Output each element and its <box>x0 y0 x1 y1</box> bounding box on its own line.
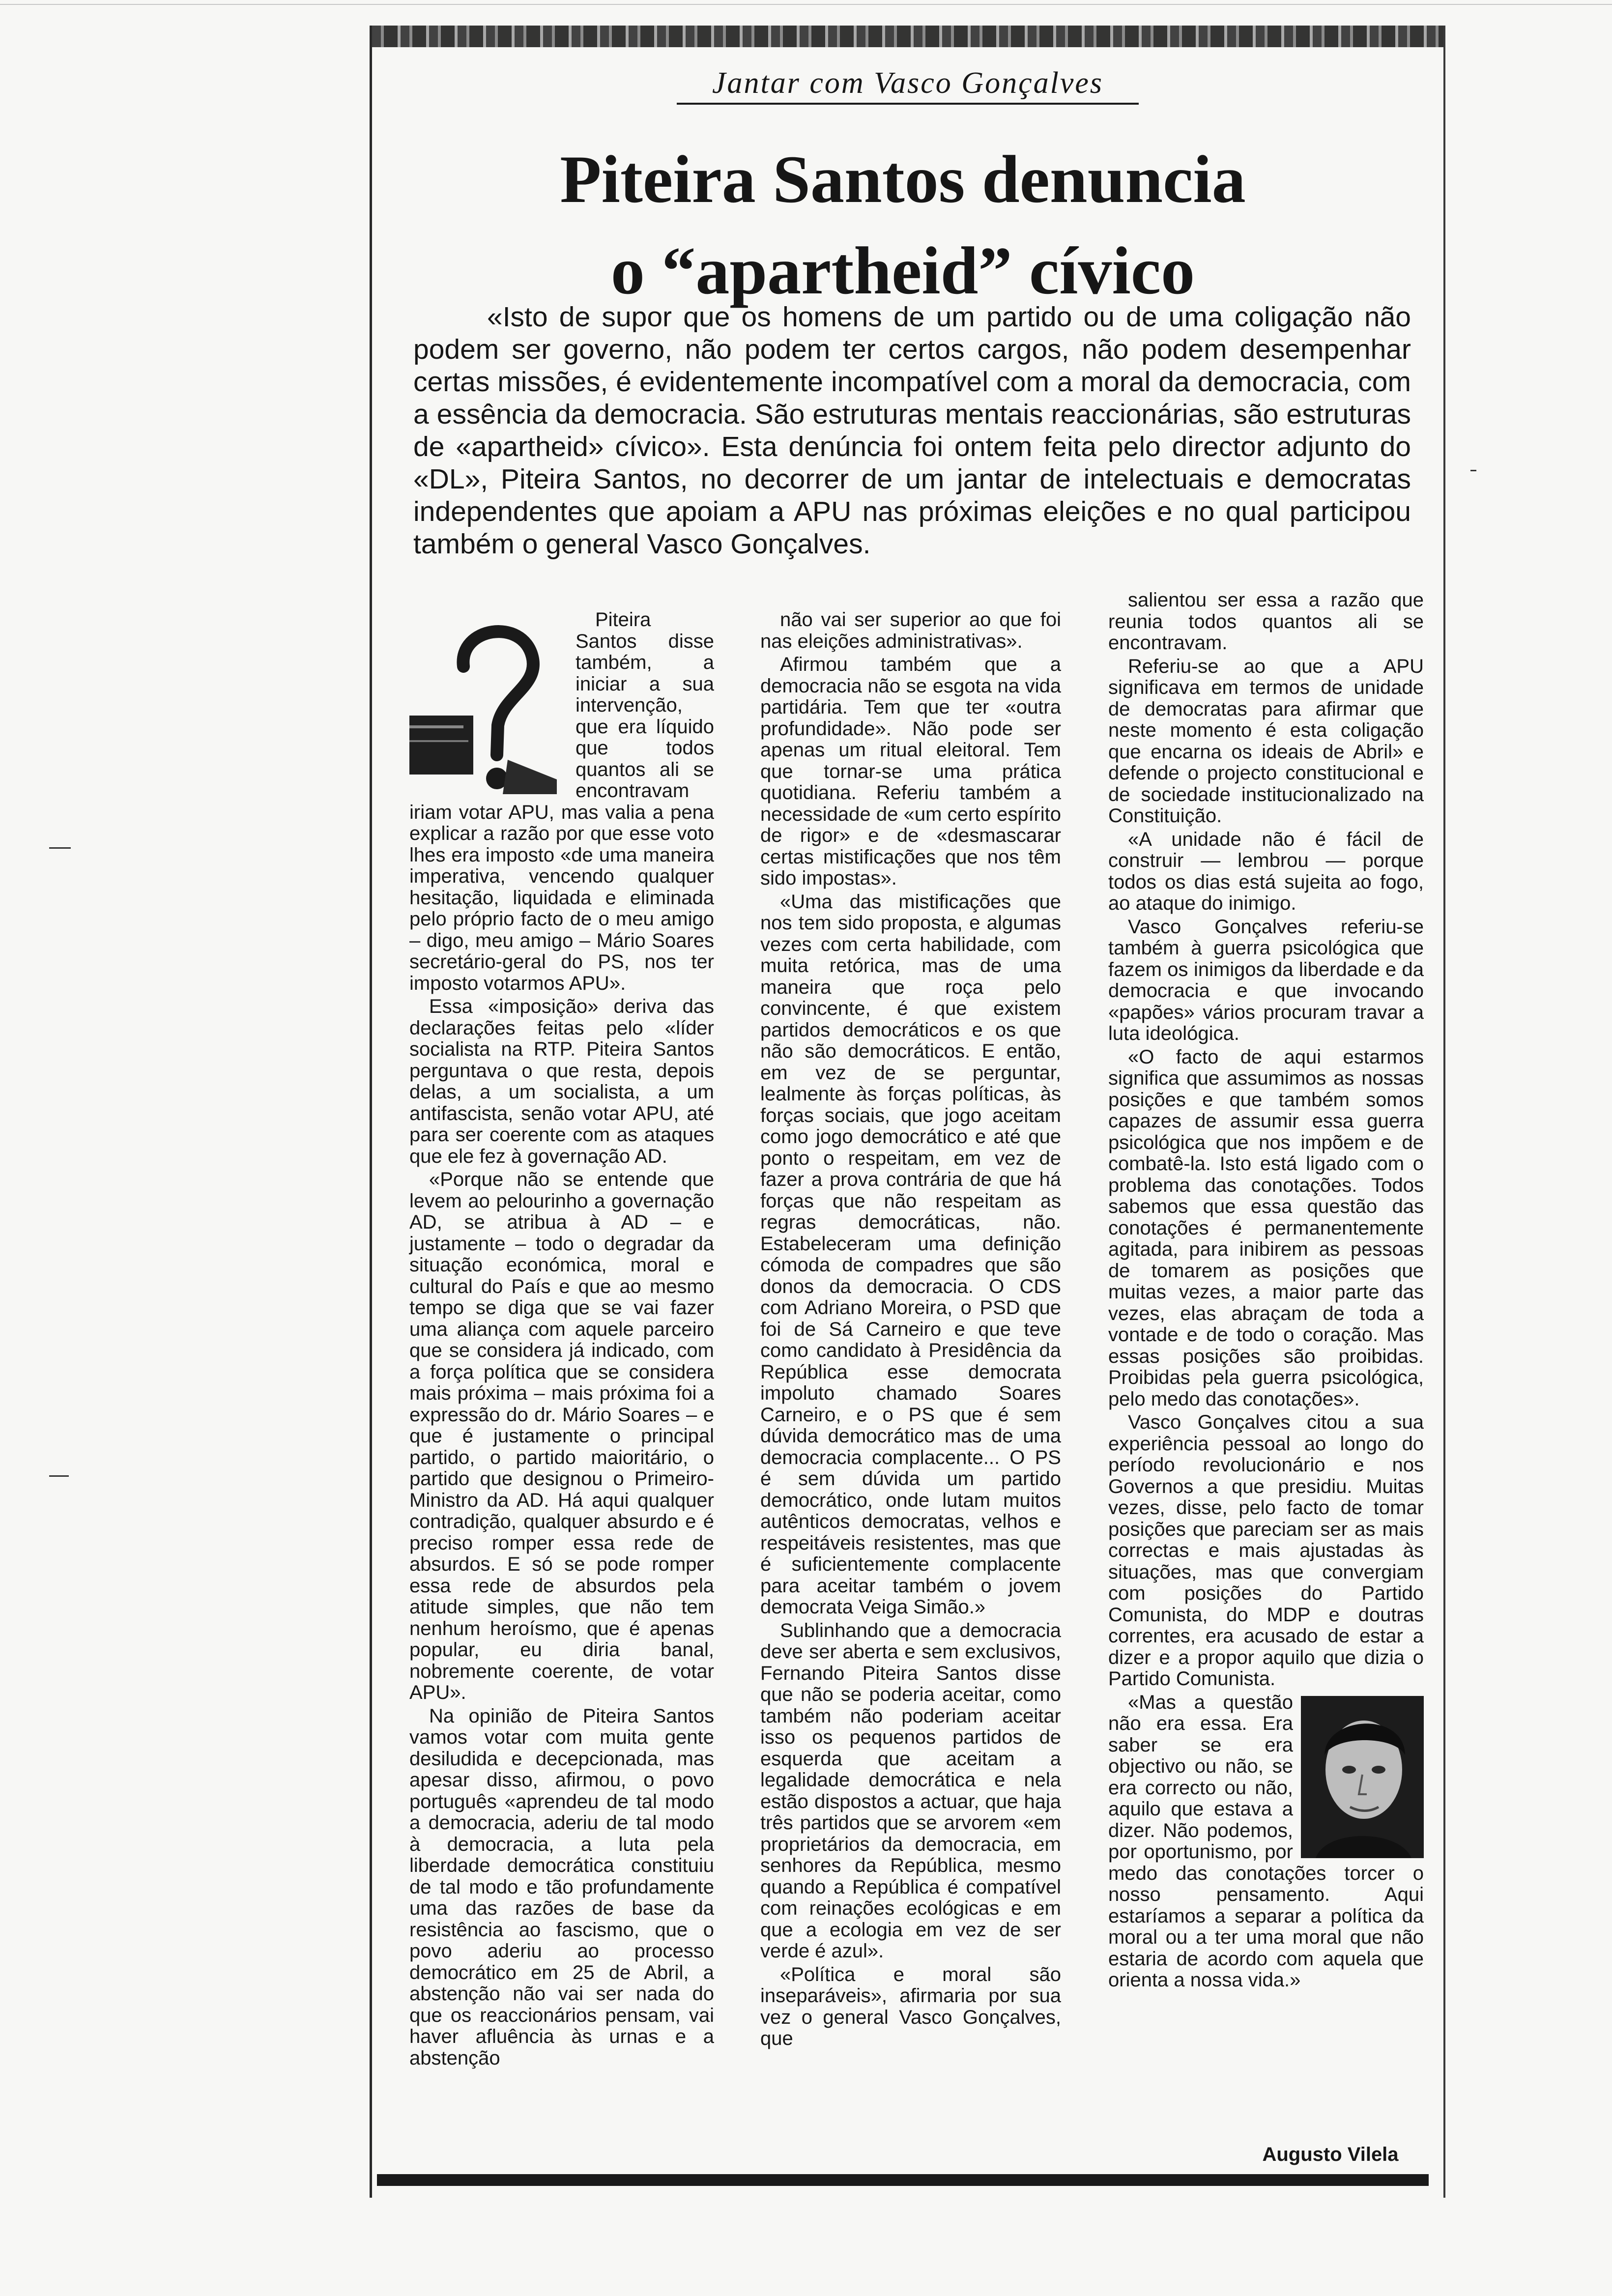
column-3 <box>1108 590 1424 1993</box>
col2-paragraph: Afirmou também que a democracia não se esgota na vida partidária. Tem que ter «outra profundidade». Não pode ser apenas um ritual eleitoral. Tem que tornar-se uma prática quotidiana. Referiu também a necessidade de «um certo espírito de rigor» e de «desmascarar certas mistificações que nos têm sido impostas». <box>760 654 1061 889</box>
col1-paragraph: «Porque não se entende que levem ao pelourinho a governação AD, se atribua à AD – e justamente – todo o degradar da situação económica, moral e cultural do País e que ao mesmo tempo se diga que se vai fazer uma aliança com aquele parceiro que se considera já indicado, com a força política que se considera mais próxima – mais próxima foi a expressão do dr. Mário Soares – e que é justamente o principal partido, o partido maioritário, o partido que designou o Primeiro-Ministro da AD. Há aqui qualquer contradição, qualquer absurdo e é preciso romper essa rede de absurdos. E só se pode romper essa rede de absurdos pela atitude simples, que não tem nenhum heroísmo, que é apenas popular, eu diria banal, nobremente coerente, de votar APU». <box>409 1169 714 1703</box>
lead-text: «Isto de supor que os homens de um partido ou de uma coligação não podem ser governo, não podem ter certos cargos, não podem desempenhar certas missões, é evidentemente incompatível com a moral da democracia, com a essência da democracia. São estruturas mentais reaccionárias, são estruturas de «apartheid» cívico». Esta denúncia foi ontem feita pelo director adjunto do «DL», Piteira Santos, no decorrer de um jantar de intelectuais e democratas independentes que apoiam a APU nas próximas eleições e no qual participou também o general Vasco Gonçalves. <box>413 301 1411 560</box>
col3-paragraph: Vasco Gonçalves citou a sua experiência pessoal ao longo do período revolucionário e nos Governos a que presidiu. Muitas vezes, disse, pelo facto de tomar posições que pareciam ser as mais correctas e mais ajustadas às situações, mas que convergiam com posições do Partido Comunista, do MDP e doutras correntes, era acusado de estar a dizer e a propor aquilo que dizia o Partido Comunista. <box>1108 1411 1424 1690</box>
col3-paragraph: Referiu-se ao que a APU significava em termos de unidade de democratas para afirmar que neste momento é esta coligação que encarna os ideais de Abril» e defende o projecto constitucional e de sociedade institucionalizado na Constituição. <box>1108 655 1424 827</box>
col2-paragraph: não vai ser superior ao que foi nas eleições administrativas». <box>760 609 1061 652</box>
col3-paragraph: Vasco Gonçalves referiu-se também à guerra psicológica que fazem os inimigos da liberdade e da democracia e que invocando «papões» vários procuram travar a luta ideológica. <box>1108 916 1424 1044</box>
scan-mark <box>1470 470 1476 471</box>
col1-paragraph: Piteira Santos disse também, a iniciar a sua intervenção, que era líquido que todos quantos ali se encontravam iriam votar APU, mas valia a pena explicar a razão por que esse voto lhes era imposto «de uma maneira imperativa, vencendo qualquer hesitação, liquidada e eliminada pelo próprio facto de o meu amigo – digo, meu amigo – Mário Soares secretário-geral do PS, nos ter imposto votarmos APU». <box>409 609 714 994</box>
portrait-photo <box>1301 1696 1424 1858</box>
byline: Augusto Vilela <box>1262 2144 1399 2165</box>
col2-paragraph: «Política e moral são inseparáveis», afirmaria por sua vez o general Vasco Gonçalves, que <box>760 1963 1061 2049</box>
col3-paragraph: «A unidade não é fácil de construir — lembrou — porque todos os dias está sujeita ao fogo, ao ataque do inimigo. <box>1108 828 1424 914</box>
question-mark-illustration <box>409 612 567 794</box>
scan-top-hairline <box>0 4 1612 5</box>
col3-paragraph: «O facto de aqui estarmos significa que assumimos as nossas posições e que também somos capazes de assumir essa guerra psicológica que nos impõem e de combatê-la. Isto está ligado com o problema das conotações. Todos sabemos que essa questão das conotações é permanentemente agitada, para inibirem as pessoas de tomarem as posições que muitas vezes, a maior parte das vezes, elas abraçam de toda a vontade e de todo o coração. Mas essas posições são proibidas. Proibidas pela guerra psicológica, pelo medo das conotações». <box>1108 1046 1424 1410</box>
headline-line-2: o “apartheid” cívico <box>610 233 1195 308</box>
headline <box>436 134 1370 316</box>
scan-mark <box>49 847 71 849</box>
col1-paragraph: Na opinião de Piteira Santos vamos votar com muita gente desiludida e decepcionada, mas apesar disso, afirmou, o povo português «aprendeu de tal modo a democracia, aderiu de tal modo à democracia, a luta pela liberdade democrática constituiu de tal modo e tão profundamente uma das razões de base da resistência ao fascismo, que o povo aderiu ao processo democrático em 25 de Abril, a abstenção não vai ser nada do que os reaccionários pensam, vai haver afluência às urnas e a abstenção <box>409 1705 714 2069</box>
col2-paragraph: «Uma das mistificações que nos tem sido proposta, e algumas vezes com certa habilidade, com muita retórica, mas de uma maneira que roça pelo convincente, é que existem partidos democráticos e os que não são democráticos. E então, em vez de se perguntar, lealmente às forças políticas, às forças sociais, que jogo aceitam como jogo democrático e até que ponto o respeitam, em vez de fazer a prova contrária de que há forças que não respeitam as regras democráticas, não. Estabeleceram uma definição cómoda de compadres que são donos da democracia. O CDS com Adriano Moreira, o PSD que foi de Sá Carneiro e que teve como candidato à Presidência da República esse democrata impoluto chamado Soares Carneiro, e o PS que é sem dúvida democrático mas de uma democracia complacente... O PS é sem dúvida um partido democrático, onde lutam muitos autênticos democratas, velhos e respeitáveis resistentes, mas que é suficientemente complacente para aceitar também o jovem democrata Veiga Simão.» <box>760 890 1061 1618</box>
headline-line-1: Piteira Santos denuncia <box>560 142 1246 217</box>
bottom-rule <box>377 2174 1429 2186</box>
column-1 <box>409 609 714 2071</box>
torn-top-rule <box>372 26 1443 47</box>
col3-paragraph: «Mas a questão não era essa. Era saber se era objectivo ou não, se era correcto ou não, aquilo que estava a dizer. Não podemos, por oportunismo, por medo das conotações torcer o nosso pensamento. Aqui estaríamos a separar a política da moral ou a ter uma moral que não estaria de acordo com aquela que orienta a nossa vida.» <box>1108 1691 1424 1991</box>
col2-paragraph: Sublinhando que a democracia deve ser aberta e sem exclusivos, Fernando Piteira Santos disse que não se poderia aceitar, como também não poderiam aceitar isso os pequenos partidos de esquerda que aceitam a legalidade democrática e nela estão dispostos a actuar, que haja três partidos que se arvorem «em proprietários da democracia, em senhores da República, mesmo quando a República é compatível com reinações ecológicas e em que a ecologia em vez de ser verde é azul». <box>760 1619 1061 1962</box>
column-2 <box>760 609 1061 2052</box>
lead-paragraph <box>413 301 1411 560</box>
newspaper-clipping <box>370 26 1445 2198</box>
col1-paragraph: Essa «imposição» deriva das declarações feitas pelo «líder socialista na RTP. Piteira Santos perguntava o que resta, depois delas, a um socialista, a um antifascista, senão votar APU, até para ser coerente com as ataques que ele fez à governação AD. <box>409 996 714 1167</box>
kicker: Jantar com Vasco Gonçalves <box>677 66 1139 105</box>
col3-paragraph: salientou ser essa a razão que reunia todos quantos ali se encontravam. <box>1108 589 1424 654</box>
scan-mark <box>49 1475 69 1477</box>
